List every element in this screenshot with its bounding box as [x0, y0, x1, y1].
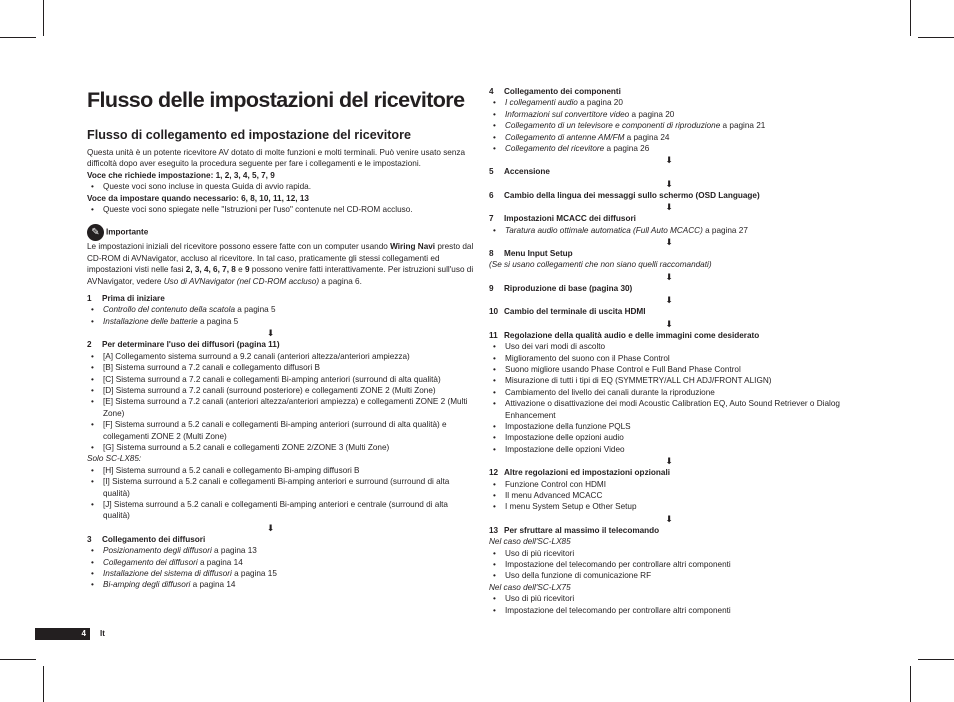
important-heading: ✎ Importante — [87, 224, 474, 241]
item-list — [489, 341, 869, 455]
step-note: (Se si usano collegamenti che non siano quelli raccomandati) — [489, 260, 712, 270]
down-arrow-icon: ⬇ — [665, 155, 673, 166]
item-text: a pagina 20 — [629, 109, 675, 119]
step-number: 12 — [489, 468, 499, 478]
item-text: Impostazione del telecomando per controllare altri componenti — [505, 605, 731, 615]
item-text: Impostazione della funzione PQLS — [505, 421, 631, 431]
list-item — [489, 479, 869, 490]
item-text: a pagina 13 — [211, 546, 257, 556]
crop-mark — [0, 659, 36, 660]
list-item — [87, 442, 474, 453]
item-ref: Installazione del sistema di diffusori — [103, 569, 232, 578]
item-text: a pagina 20 — [577, 98, 623, 108]
step-title: Menu Input Setup — [504, 249, 573, 259]
list-item — [489, 548, 869, 559]
list-item — [489, 364, 869, 375]
step-heading — [489, 283, 869, 294]
item-text: [D] Sistema surround a 7.2 canali (surround posteriore) e collegamenti ZONE 2 (Multi Zone) — [103, 385, 436, 395]
item-text: a pagina 14 — [190, 580, 236, 590]
item-text: [E] Sistema surround a 7.2 canali (anteriori altezza/anteriori ampiezza) e collegamenti ZONE 2 (Multi Zone) — [103, 397, 468, 418]
item-text: Impostazione del telecomando per controllare altri componenti — [505, 560, 731, 569]
group-label: Nel caso dell'SC-LX85 — [489, 537, 571, 547]
item-text: Suono migliore usando Phase Control e Full Band Phase Control — [505, 364, 741, 374]
item-list — [489, 593, 869, 616]
item-ref: Collegamento di antenne AM/FM — [505, 132, 625, 142]
item-ref: Taratura audio ottimale automatica (Full Auto MCACC) — [505, 225, 703, 235]
item-text: [H] Sistema surround a 5.2 canali e collegamento Bi-amping diffusori B — [103, 465, 360, 475]
item-text: [B] Sistema surround a 7.2 canali e collegamento diffusori B — [103, 363, 320, 373]
step-heading — [87, 339, 474, 350]
down-arrow-icon: ⬇ — [665, 237, 673, 248]
list-item — [87, 465, 474, 476]
steps-right — [489, 86, 869, 616]
item-text: a pagina 5 — [197, 316, 239, 326]
group-label: Nel caso dell'SC-LX75 — [489, 582, 571, 592]
item-list — [489, 479, 869, 513]
step-number: 4 — [489, 87, 494, 96]
down-arrow-icon: ⬇ — [665, 513, 673, 524]
intro-text: Questa unità è un potente ricevitore AV dotato di molte funzioni e molti terminali. Può venire usato senza difficoltà dopo aver eseguito la procedura seguente per fare i collegamenti e le impostazioni. — [87, 148, 466, 169]
crop-mark — [918, 659, 954, 660]
crop-mark — [918, 37, 954, 38]
list-item — [489, 559, 869, 570]
list-item — [87, 304, 474, 315]
list-item — [489, 375, 869, 386]
step-title: Per determinare l'uso dei diffusori (pagina 11) — [102, 340, 280, 350]
item-ref: Informazioni sul convertitore video — [505, 109, 630, 119]
item-text: Uso della funzione di comunicazione RF — [505, 571, 652, 581]
item-ref: I collegamenti audio — [505, 98, 578, 108]
item-text: a pagina 14 — [197, 557, 243, 567]
crop-mark — [910, 666, 911, 702]
item-text: a pagina 15 — [231, 569, 277, 578]
step-title: Altre regolazioni ed impostazioni opzionali — [504, 468, 671, 478]
item-text: [A] Collegamento sistema surround a 9.2 canali (anteriori altezza/anteriori ampiezza) — [103, 351, 410, 361]
step-number: 10 — [489, 307, 499, 317]
item-text: Misurazione di tutti i tipi di EQ (SYMMETRY/ALL CH ADJ/FRONT ALIGN) — [505, 376, 772, 386]
list-item — [489, 109, 869, 120]
list-item — [489, 387, 869, 398]
item-ref: Collegamento di un televisore e componenti di riproduzione — [505, 121, 721, 131]
list-item — [87, 385, 474, 396]
step-heading — [489, 525, 869, 536]
item-text: [J] Sistema surround a 5.2 canali e collegamenti Bi-amping anteriori e centrale (surround di alta qualità) — [103, 499, 448, 521]
down-arrow-icon: ⬇ — [665, 178, 673, 189]
step-heading — [489, 213, 869, 224]
step-title: Cambio del terminale di uscita HDMI — [504, 307, 646, 317]
step-title: Impostazioni MCACC dei diffusori — [504, 214, 636, 224]
item-ref: Collegamento del ricevitore — [505, 144, 605, 154]
steps-left — [87, 293, 474, 591]
step-title: Accensione — [504, 167, 550, 177]
item-text: Cambiamento del livello dei canali durante la riproduzione — [505, 387, 715, 397]
step-heading — [489, 166, 869, 177]
item-ref: Posizionamento degli diffusori — [103, 546, 212, 556]
list-item — [489, 341, 869, 352]
down-arrow-icon: ⬇ — [665, 456, 673, 467]
step-number: 2 — [87, 340, 92, 350]
list-item — [87, 362, 474, 373]
item-text: Miglioramento del suono con il Phase Control — [505, 353, 670, 363]
item-ref: Collegamento dei diffusori — [103, 557, 198, 567]
list-item — [87, 579, 474, 590]
step-heading — [489, 248, 869, 259]
item-text: Il menu Advanced MCACC — [505, 490, 603, 500]
step-heading — [489, 330, 869, 341]
list-item — [489, 143, 869, 154]
list-item — [489, 398, 869, 421]
section-title: Flusso di collegamento ed impostazione del ricevitore — [87, 128, 412, 142]
list-item — [489, 132, 869, 143]
list-item — [489, 593, 869, 604]
crop-mark — [910, 0, 911, 36]
step-title: Per sfruttare al massimo il telecomando — [504, 525, 660, 535]
step-title: Regolazione della qualità audio e delle immagini come desiderato — [504, 330, 760, 340]
item-list — [489, 97, 869, 154]
required-line: Voce che richiede impostazione: 1, 2, 3, 4, 5, 7, 9 — [87, 170, 275, 180]
item-ref: Controllo del contenuto della scatola — [103, 305, 235, 315]
item-text: a pagina 5 — [235, 305, 276, 315]
step-number: 13 — [489, 525, 499, 535]
step-heading — [489, 86, 869, 97]
list-item — [489, 432, 869, 443]
list-item — [489, 490, 869, 501]
list-item — [489, 97, 869, 108]
step-heading — [87, 293, 474, 304]
step-number: 1 — [87, 294, 92, 304]
item-text: [C] Sistema surround a 7.2 canali e collegamenti Bi-amping anteriori (surround di alta qualità) — [103, 374, 441, 384]
step-title: Collegamento dei diffusori — [102, 534, 206, 544]
item-list — [87, 465, 474, 522]
item-text: a pagina 21 — [720, 121, 766, 131]
important-icon: ✎ — [87, 224, 104, 241]
list-item — [489, 120, 869, 131]
list-item — [87, 396, 474, 419]
page-title: Flusso delle impostazioni del ricevitore — [87, 88, 465, 112]
item-text: Impostazione delle opzioni audio — [505, 433, 624, 443]
list-item — [87, 545, 474, 556]
left-column — [87, 147, 474, 591]
step-number: 8 — [489, 249, 494, 259]
down-arrow-icon: ⬇ — [266, 522, 275, 533]
list-item — [489, 353, 869, 364]
crop-mark — [0, 37, 36, 38]
step-number: 11 — [489, 330, 498, 340]
page-number: 4 — [35, 628, 90, 640]
optional-line: Voce da impostare quando necessario: 6, 8, 10, 11, 12, 13 — [87, 193, 309, 203]
step-title: Prima di iniziare — [102, 294, 165, 304]
crop-mark — [43, 0, 44, 36]
item-ref: Installazione delle batterie — [103, 316, 198, 326]
list-item — [489, 501, 869, 512]
item-list — [87, 545, 474, 591]
list-item — [489, 421, 869, 432]
important-text: Le impostazioni iniziali del ricevitore possono essere fatte con un computer usando Wiring Navi presto dal CD-ROM di AVNavigator, accluso al ricevitore. In tal caso, praticamente gli stessi collegamenti ed impostazioni visti nelle fasi 2, 3, 4, 6, 7, 8 e 9 possono venire fatti interattivamente. Per istruzioni sull'uso di AVNavigator, vedere Uso di AVNavigator (nel CD-ROM accluso) a pagina 6. — [87, 242, 474, 286]
list-item — [489, 570, 869, 581]
down-arrow-icon: ⬇ — [665, 271, 673, 282]
list-item — [87, 557, 474, 568]
step-title: Cambio della lingua dei messaggi sullo schermo (OSD Language) — [504, 190, 760, 200]
item-list — [489, 225, 869, 236]
crop-mark — [43, 666, 44, 702]
list-item — [87, 476, 474, 499]
item-ref: Bi-amping degli diffusori — [103, 580, 191, 590]
step-number: 7 — [489, 214, 494, 224]
item-text: [F] Sistema surround a 5.2 canali e collegamenti Bi-amping anteriori (surround di alta qualità) e collegamenti ZONE 2 (Multi Zone) — [103, 420, 447, 441]
down-arrow-icon: ⬇ — [665, 295, 673, 306]
list-item — [87, 374, 474, 385]
down-arrow-icon: ⬇ — [665, 318, 673, 329]
list-item — [87, 351, 474, 362]
item-list — [87, 351, 474, 454]
step-title: Collegamento dei componenti — [504, 87, 621, 96]
right-column — [489, 86, 869, 616]
item-text: Funzione Control con HDMI — [505, 479, 607, 489]
item-list — [87, 304, 474, 327]
sub-label: Solo SC-LX85: — [87, 454, 142, 464]
item-text: a pagina 26 — [604, 144, 650, 154]
step-number: 3 — [87, 534, 92, 544]
step-heading — [489, 190, 869, 201]
item-text: [I] Sistema surround a 5.2 canali e collegamenti Bi-amping anteriori e surround (surround di alta qualità) — [103, 477, 450, 498]
list-item — [489, 225, 869, 236]
step-number: 6 — [489, 190, 494, 200]
step-number: 5 — [489, 167, 494, 177]
list-item — [87, 419, 474, 442]
item-text: I menu System Setup e Other Setup — [505, 502, 637, 512]
down-arrow-icon: ⬇ — [665, 202, 673, 213]
step-heading — [489, 467, 869, 478]
item-text: a pagina 27 — [702, 225, 748, 235]
step-heading — [87, 534, 474, 545]
item-text: Uso di più ricevitori — [505, 594, 575, 604]
step-number: 9 — [489, 283, 494, 293]
list-item — [87, 568, 474, 579]
step-heading — [489, 306, 869, 317]
item-text: Uso di più ricevitori — [505, 548, 575, 558]
list-item: • Queste voci sono incluse in questa Guida di avvio rapida. — [87, 181, 474, 192]
list-item — [489, 605, 869, 616]
list-item — [489, 444, 869, 455]
down-arrow-icon: ⬇ — [266, 328, 275, 339]
item-text: a pagina 24 — [624, 132, 670, 142]
list-item — [87, 499, 474, 522]
language-label: It — [100, 629, 105, 638]
step-title: Riproduzione di base (pagina 30) — [504, 283, 633, 293]
list-item: • Queste voci sono spiegate nelle "Istruzioni per l'uso" contenute nel CD-ROM accluso. — [87, 204, 474, 215]
item-list — [489, 548, 869, 582]
item-text: Impostazione delle opzioni Video — [505, 444, 625, 454]
item-text: Uso dei vari modi di ascolto — [505, 342, 606, 352]
item-text: Attivazione o disattivazione dei modi Acoustic Calibration EQ, Auto Sound Retriever o Dialog Enhancement — [505, 399, 840, 420]
item-text: [G] Sistema surround a 5.2 canali e collegamenti ZONE 2/ZONE 3 (Multi Zone) — [103, 442, 390, 452]
list-item — [87, 316, 474, 327]
